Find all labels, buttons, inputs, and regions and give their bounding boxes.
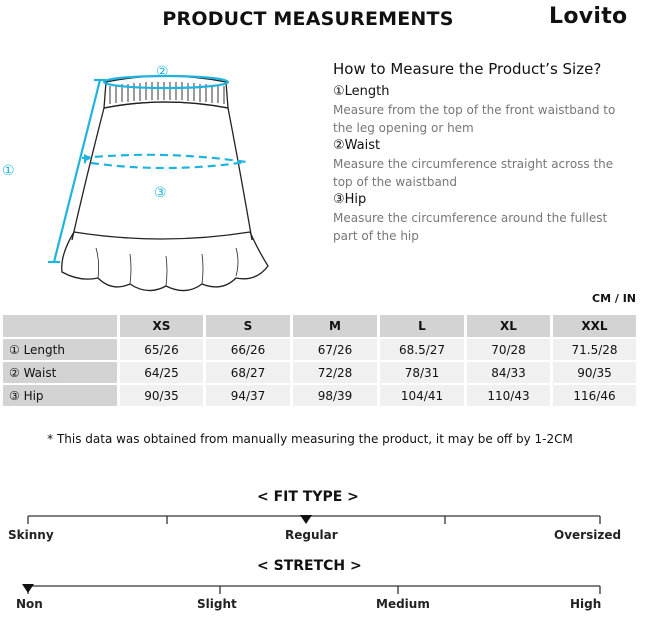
size-header: XXL [553,315,636,337]
howto-title: How to Measure the Product’s Size? [333,60,602,78]
table-cell: 68/27 [206,362,290,383]
table-cell: 72/28 [293,362,377,383]
length-marker: ① [2,163,15,179]
skirt-diagram [0,55,290,355]
row-label: ① Length [3,339,117,360]
table-row [3,385,636,406]
stretch-medium-label: Medium [376,597,430,611]
table-cell: 110/43 [467,385,550,406]
table-cell: 64/25 [120,362,203,383]
stretch-high-label: High [570,597,602,611]
stretch-non-label: Non [16,597,43,611]
table-cell: 71.5/28 [553,339,636,360]
size-header: L [380,315,464,337]
size-header: XL [467,315,550,337]
table-cell: 98/39 [293,385,377,406]
fit-type-title: < FIT TYPE > [257,489,359,505]
size-table [0,313,639,408]
fit-type-marker [300,515,312,524]
table-cell: 70/28 [467,339,550,360]
howto-length-heading: ①Length [333,84,390,99]
howto-length-desc: Measure from the top of the front waistband to the leg opening or hem [333,103,616,135]
table-cell: 65/26 [120,339,203,360]
table-cell: 66/26 [206,339,290,360]
table-cell: 90/35 [553,362,636,383]
row-label: ② Waist [3,362,117,383]
page-title: PRODUCT MEASUREMENTS [162,8,454,30]
howto-hip-heading: ③Hip [333,192,367,207]
fit-oversized-label: Oversized [554,528,622,542]
fit-skinny-label: Skinny [8,528,54,542]
table-row [3,362,636,383]
howto-waist-heading: ②Waist [333,138,381,153]
hip-marker: ③ [154,185,167,201]
measurement-note: * This data was obtained from manually measuring the product, it may be off by 1-2CM [47,432,573,446]
table-header-row [3,315,636,337]
waist-marker: ② [156,64,169,80]
stretch-marker [22,584,34,593]
table-cell: 104/41 [380,385,464,406]
fit-type-scale [20,510,620,526]
fit-regular-label: Regular [285,528,338,542]
row-label: ③ Hip [3,385,117,406]
table-cell: 90/35 [120,385,203,406]
table-cell: 67/26 [293,339,377,360]
size-header: M [293,315,377,337]
table-cell: 94/37 [206,385,290,406]
unit-label: CM / IN [592,292,636,305]
stretch-slight-label: Slight [197,597,237,611]
stretch-title: < STRETCH > [257,558,362,574]
howto-hip-desc: Measure the circumference around the fullest part of the hip [333,211,608,243]
table-cell: 116/46 [553,385,636,406]
stretch-scale [20,580,620,596]
table-cell: 78/31 [380,362,464,383]
howto-waist-desc: Measure the circumference straight across the top of the waistband [333,157,614,189]
brand-logo: Lovito [549,4,628,29]
size-header: XS [120,315,203,337]
size-header: S [206,315,290,337]
table-cell: 68.5/27 [380,339,464,360]
table-cell: 84/33 [467,362,550,383]
table-row [3,339,636,360]
table-corner [3,315,117,337]
